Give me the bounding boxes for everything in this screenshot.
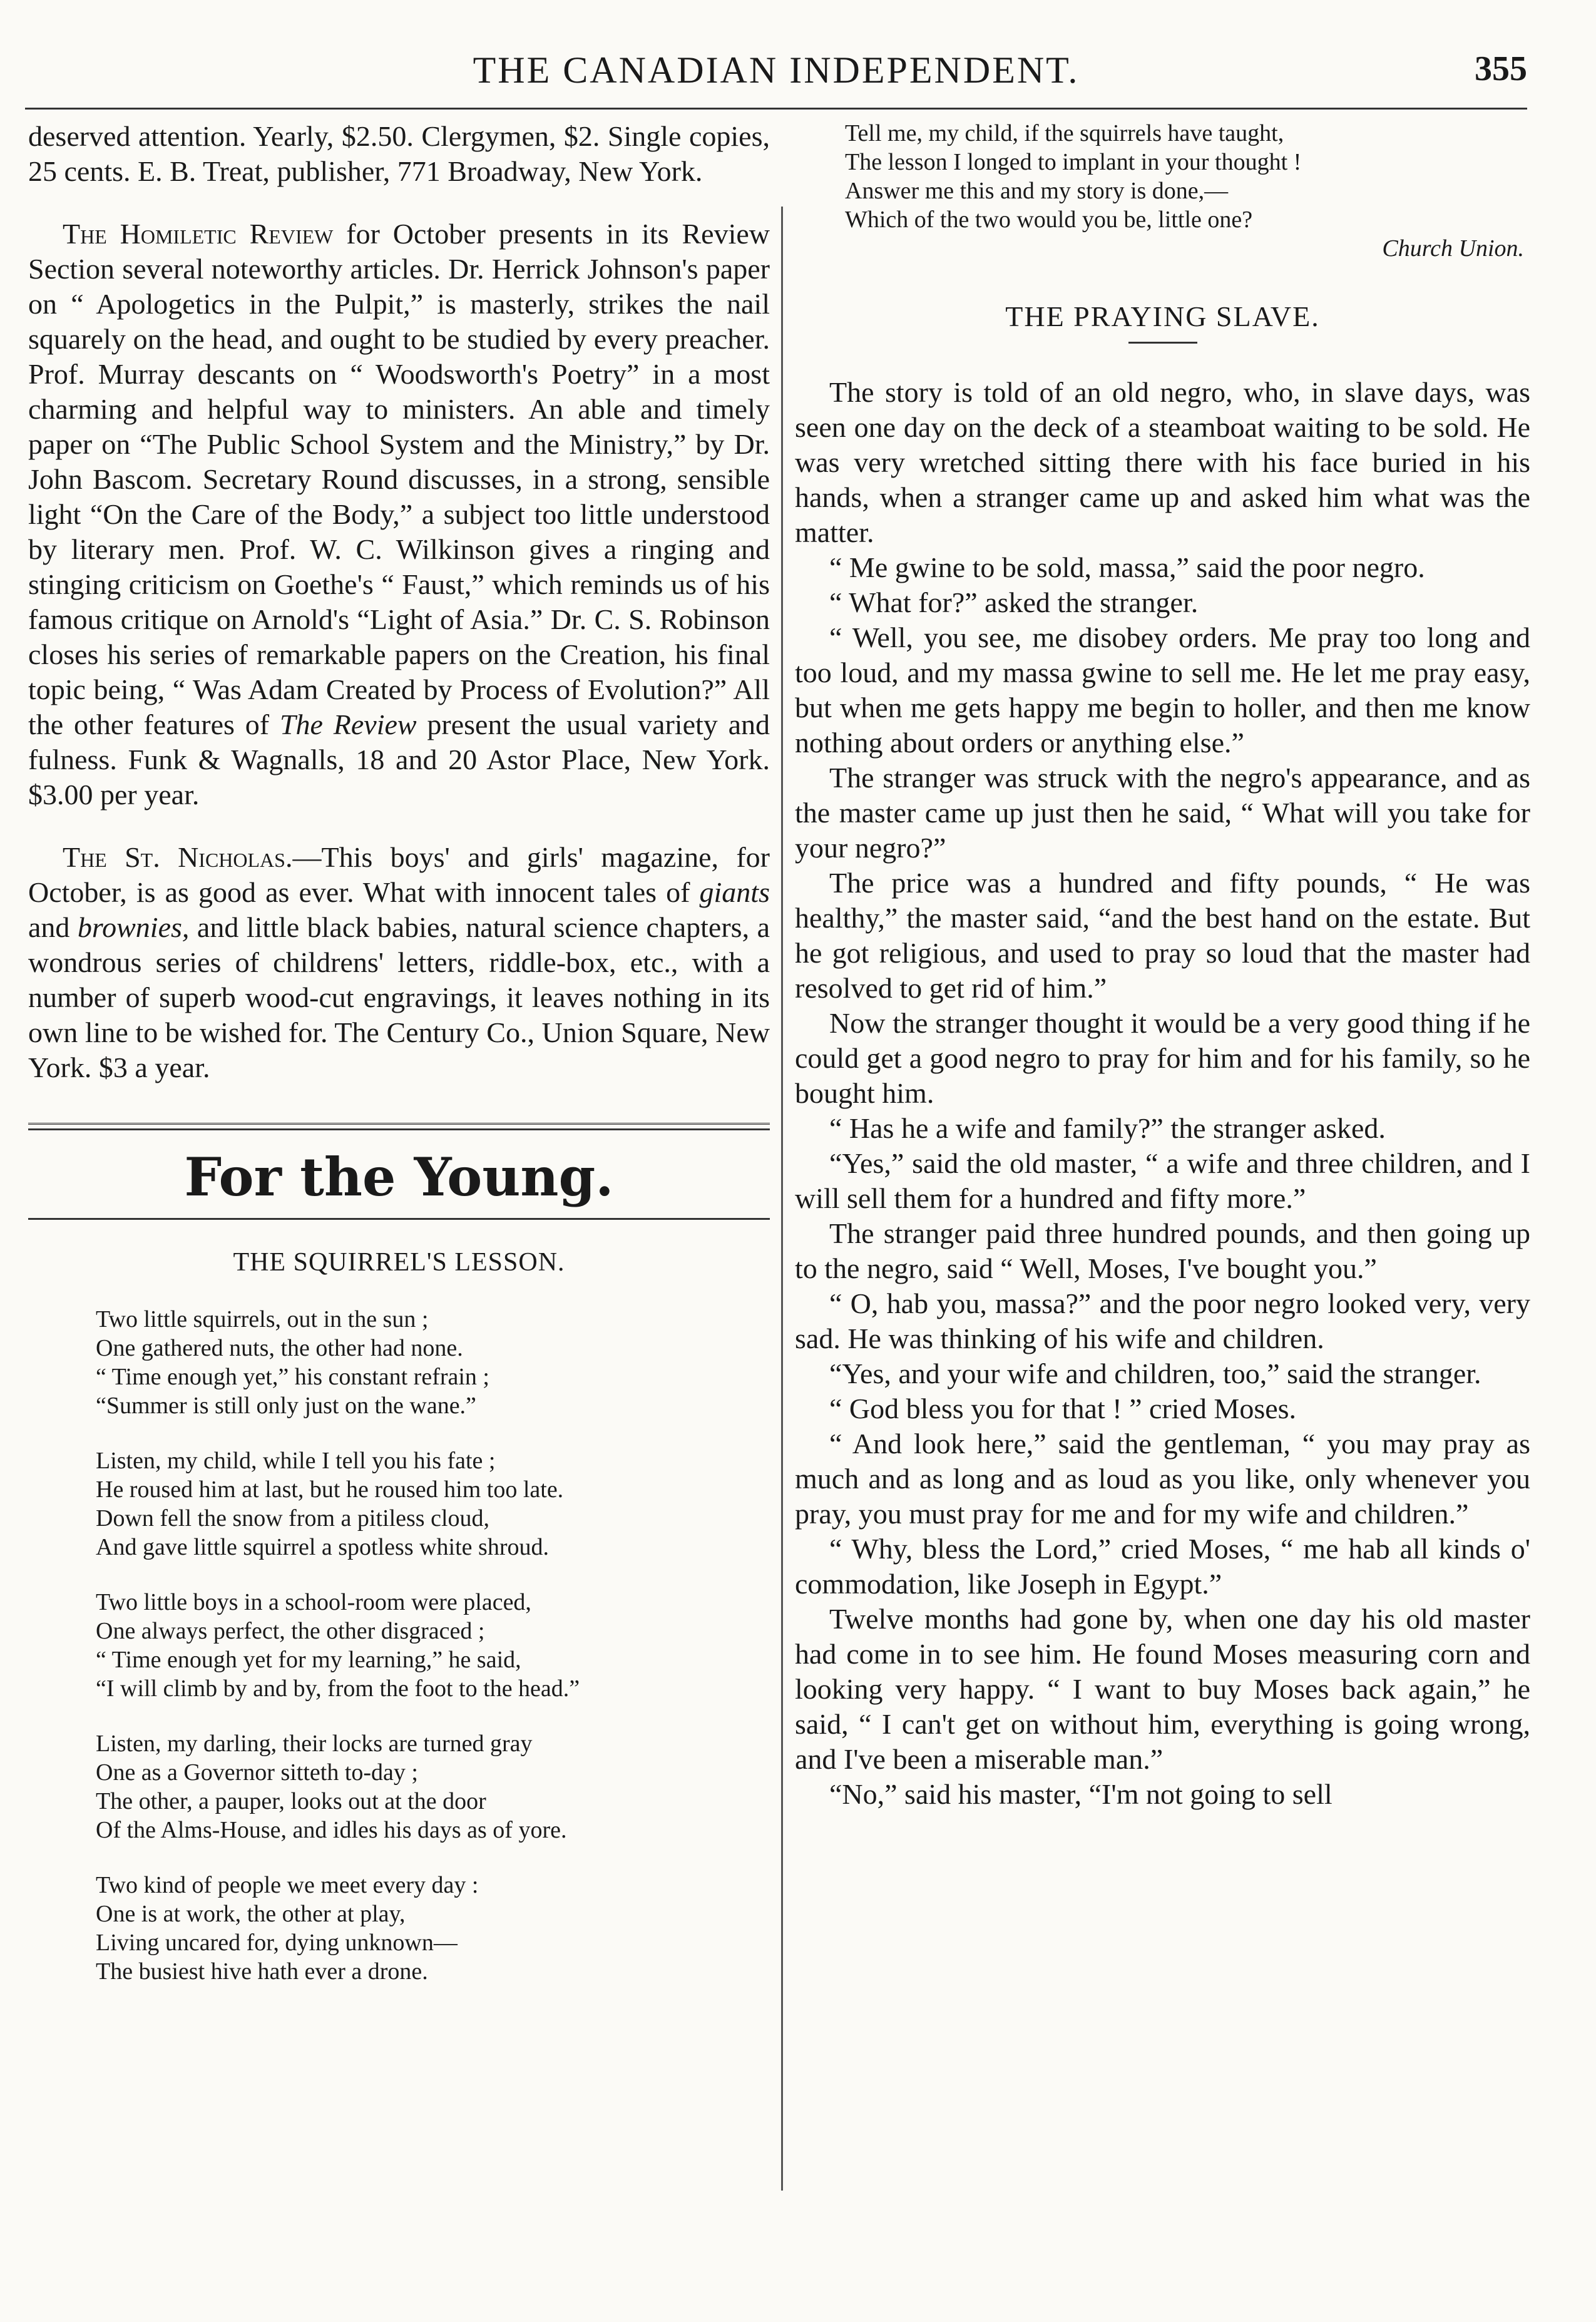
poem-line: The other, a pauper, looks out at the door	[96, 1788, 486, 1814]
nicholas-italic-2: brownies,	[77, 911, 190, 943]
homiletic-lead: The Homiletic Review	[63, 218, 334, 250]
poem-stanza	[96, 1729, 770, 1844]
poem-source: Church Union.	[1382, 235, 1524, 262]
poem-line: One gathered nuts, the other had none.	[96, 1335, 463, 1361]
poem-stanza	[96, 1446, 770, 1562]
homiletic-review-paragraph	[28, 217, 770, 812]
journal-title: THE CANADIAN INDEPENDENT.	[473, 49, 1080, 91]
left-column	[28, 119, 770, 2012]
page-number: 355	[1475, 49, 1527, 88]
poem-line: Of the Alms-House, and idles his days as of yore.	[96, 1817, 567, 1843]
intro-paragraph: deserved attention. Yearly, $2.50. Clergymen, $2. Single copies, 25 cents. E. B. Treat, publisher, 771 Broadway, New York.	[28, 120, 770, 187]
poem-stanza	[96, 1588, 770, 1703]
story-paragraph: “ O, hab you, massa?” and the poor negro looked very, very sad. He was thinking of his wife and children.	[795, 1287, 1530, 1354]
section-double-rule	[28, 1123, 770, 1130]
header-rule	[25, 108, 1527, 110]
poem-line: The lesson I longed to implant in your thought !	[845, 149, 1302, 175]
young-heading-rule	[28, 1218, 770, 1220]
poem-line: He roused him at last, but he roused him too late.	[96, 1476, 564, 1503]
story-paragraph: “ Well, you see, me disobey orders. Me pray too long and too loud, and my massa gwine to sell me. He let me pray easy, but when me gets happy me begin to holler, and then me know nothing about orders or anything else.”	[795, 621, 1530, 759]
nicholas-text-3: and little black babies, natural science chapters, a wondrous series of childrens' letters, riddle-box, etc., with a number of superb wood-cut engravings, it leaves nothing in its own line to be wished for. The Century Co., Union Square, New York. $3 a year.	[28, 911, 770, 1083]
story-paragraph: Now the stranger thought it would be a very good thing if he could get a good negro to pray for him and for his family, so he bought him.	[795, 1007, 1530, 1109]
poem-line: One as a Governor sitteth to-day ;	[96, 1759, 418, 1786]
story-paragraph: “ Why, bless the Lord,” cried Moses, “ me hab all kinds o' commodation, like Joseph in Egypt.”	[795, 1533, 1530, 1600]
poem-line: Two little squirrels, out in the sun ;	[96, 1306, 429, 1332]
for-the-young-heading: For the Young.	[184, 1146, 614, 1208]
story-paragraph: “No,” said his master, “I'm not going to sell	[829, 1778, 1333, 1810]
poem-line: “I will climb by and by, from the foot to the head.”	[96, 1675, 580, 1702]
poem-stanza	[96, 1871, 770, 1986]
poem-line: Answer me this and my story is done,—	[845, 178, 1229, 204]
homiletic-italic: The Review	[279, 708, 417, 740]
nicholas-lead: The St. Nicholas.	[63, 841, 293, 873]
poem-line: “ Time enough yet for my learning,” he said,	[96, 1647, 521, 1673]
homiletic-text-2: present the usual variety and fulness. Funk & Wagnalls, 18 and 20 Astor Place, New York. $3.00 per year.	[28, 708, 770, 811]
story-paragraph: “ And look here,” said the gentleman, “ you may pray as much and as long and as loud as you like, only whenever you pray, you must pray for me and for my wife and children.”	[795, 1428, 1530, 1530]
poem-line: Two kind of people we meet every day :	[96, 1872, 479, 1898]
right-column	[795, 119, 1530, 1812]
column-divider	[781, 207, 783, 2191]
story-heading	[795, 299, 1530, 344]
poem-line: Tell me, my child, if the squirrels have taught,	[845, 120, 1284, 146]
story-paragraph: The stranger paid three hundred pounds, and then going up to the negro, said “ Well, Moses, I've bought you.”	[795, 1217, 1530, 1284]
story-paragraph: The price was a hundred and fifty pounds, “ He was healthy,” the master said, “and the best hand on the estate. But he got religious, and used to pray so loud that the master had resolved to get rid of him.”	[795, 867, 1530, 1004]
story-paragraph: The story is told of an old negro, who, in slave days, was seen one day on the deck of a steamboat waiting to be sold. He was very wretched sitting there with his face buried in his hands, when a stranger came up and asked him what was the matter.	[795, 376, 1530, 548]
poem-line: Down fell the snow from a pitiless cloud,	[96, 1505, 490, 1532]
story-paragraph: Twelve months had gone by, when one day his old master had come in to see him. He found Moses measuring corn and looking very happy. “ I want to buy Moses back again,” he said, “ I can't get on without him, everything is going wrong, and I've been a miserable man.”	[795, 1603, 1530, 1775]
poem-line: Two little boys in a school-room were placed,	[96, 1589, 531, 1615]
praying-slave-story	[795, 375, 1530, 1812]
poem-line: One is at work, the other at play,	[96, 1901, 406, 1927]
story-paragraph: “ What for?” asked the stranger.	[829, 586, 1199, 618]
story-paragraph: The stranger was struck with the negro's appearance, and as the master came up just then he said, “ What will you take for your negro?”	[795, 762, 1530, 864]
page-header	[25, 49, 1527, 99]
story-title-rule	[1128, 342, 1197, 344]
poem-line: “Summer is still only just on the wane.”	[96, 1393, 476, 1419]
story-paragraph: “ Me gwine to be sold, massa,” said the poor negro.	[829, 551, 1425, 583]
nicholas-text-1: —This boys' and girls' magazine, for October, is as good as ever. What with innocent tales of	[28, 841, 770, 908]
poem-line: “ Time enough yet,” his constant refrain ;	[96, 1364, 489, 1390]
poem-line: Living uncared for, dying unknown—	[96, 1930, 458, 1956]
poem-line: Which of the two would you be, little one?	[845, 207, 1253, 233]
nicholas-italic-1: giants	[699, 876, 770, 908]
story-paragraph: “Yes, and your wife and children, too,” said the stranger.	[829, 1358, 1481, 1389]
poem-title: THE SQUIRREL'S LESSON.	[233, 1248, 565, 1277]
poem-line: And gave little squirrel a spotless white shroud.	[96, 1534, 549, 1560]
squirrels-lesson-poem	[28, 1305, 770, 1986]
story-paragraph: “Yes,” said the old master, “ a wife and three children, and I will sell them for a hundred and fifty more.”	[795, 1147, 1530, 1214]
st-nicholas-paragraph	[28, 840, 770, 1085]
poem-line: Listen, my darling, their locks are turned gray	[96, 1731, 533, 1757]
poem-line: Listen, my child, while I tell you his fate ;	[96, 1448, 496, 1474]
poem-closing-stanza	[795, 119, 1530, 234]
poem-line: The busiest hive hath ever a drone.	[96, 1958, 428, 1985]
story-paragraph: “ God bless you for that ! ” cried Moses.	[829, 1393, 1297, 1424]
homiletic-text-1: for October presents in its Review Section several noteworthy articles. Dr. Herrick Johnson's paper on “ Apologetics in the Pulpit,” is masterly, strikes the nail squarely on the head, and ought to be studied by every preacher. Prof. Murray descants on “ Woodsworth's Poetry” in a most charming and helpful way to ministers. An able and timely paper on “The Public School System and the Ministry,” by Dr. John Bascom. Secretary Round discusses, in a strong, sensible light “On the Care of the Body,” a subject too little understood by literary men. Prof. W. C. Wilkinson gives a ringing and stinging criticism on Goethe's “ Faust,” which reminds us of his famous critique on Arnold's “Light of Asia.” Dr. C. S. Robinson closes his series of remarkable papers on the Creation, his final topic being, “ Was Adam Created by Process of Evolution?” All the other features of	[28, 218, 770, 740]
story-paragraph: “ Has he a wife and family?” the stranger asked.	[829, 1112, 1386, 1144]
nicholas-text-2: and	[28, 911, 78, 943]
poem-line: One always perfect, the other disgraced ;	[96, 1618, 485, 1644]
poem-stanza	[96, 1305, 770, 1420]
story-title: THE PRAYING SLAVE.	[1005, 300, 1320, 332]
